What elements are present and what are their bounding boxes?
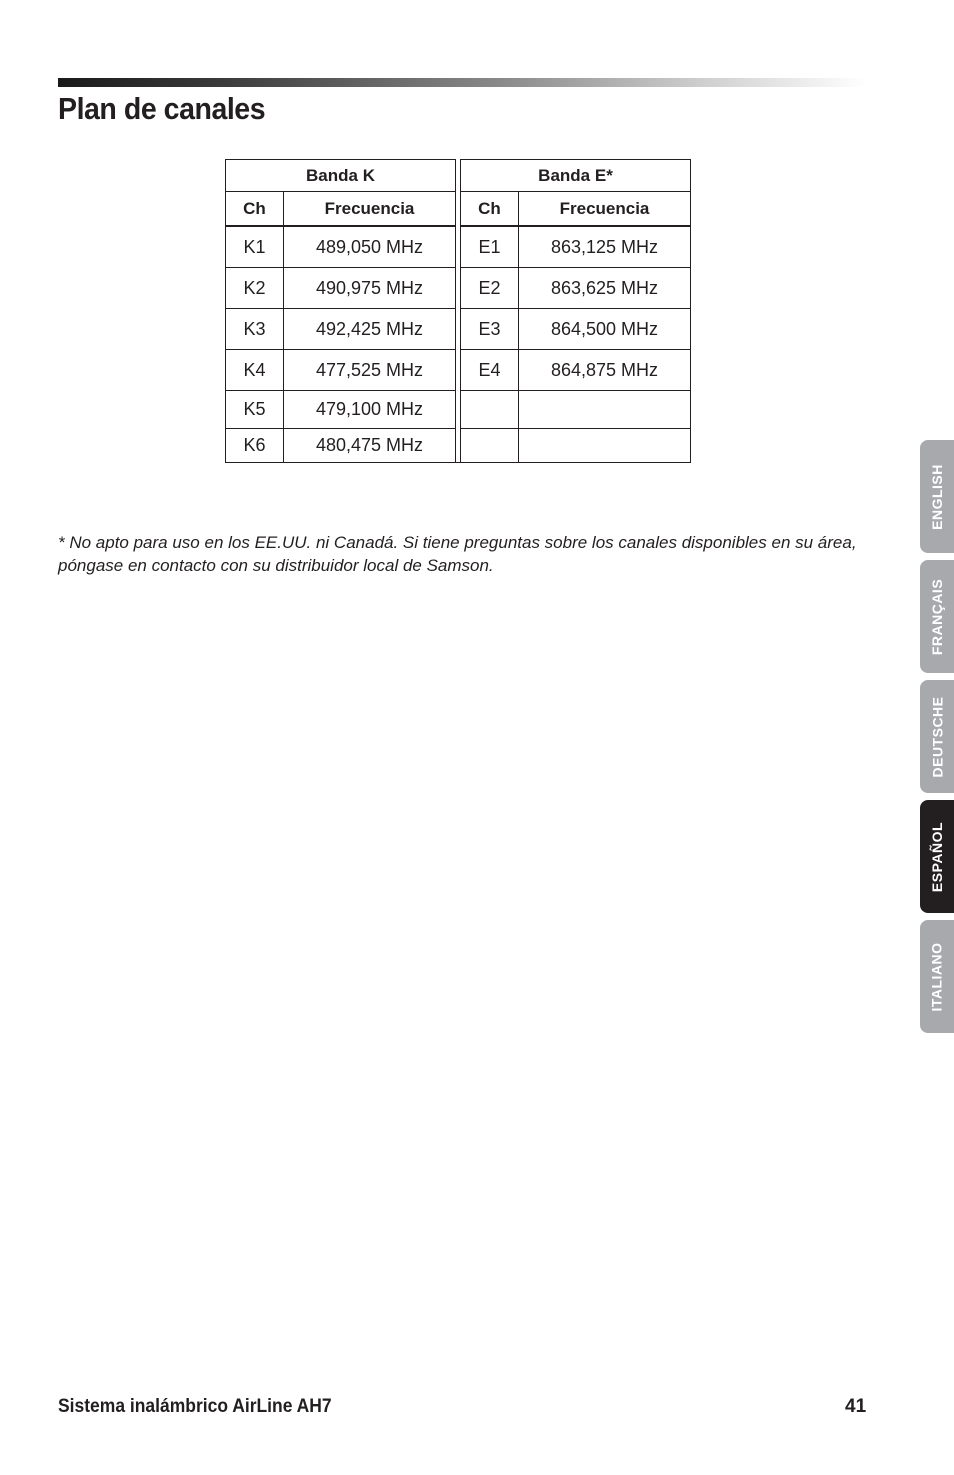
k-freq-cell: 490,975 MHz bbox=[284, 268, 456, 309]
e-ch-cell: E3 bbox=[461, 309, 519, 350]
tab-label: DEUTSCHE bbox=[929, 695, 946, 778]
band-k-header: Banda K bbox=[226, 160, 456, 192]
table-row bbox=[226, 350, 691, 391]
k-ch-cell: K1 bbox=[226, 226, 284, 268]
e-freq-cell: 864,500 MHz bbox=[519, 309, 691, 350]
e-ch-cell bbox=[461, 391, 519, 429]
tab-label: FRANÇAIS bbox=[929, 578, 945, 655]
footnote: * No apto para uso en los EE.UU. ni Canadá. Si tiene preguntas sobre los canales disponibles en su área, póngase en contacto con su distribuidor local de Samson. bbox=[58, 533, 857, 575]
k-freq-cell: 479,100 MHz bbox=[284, 391, 456, 429]
tab-label: ENGLISH bbox=[929, 463, 946, 530]
header-rule bbox=[58, 78, 866, 87]
e-ch-header: Ch bbox=[461, 192, 519, 227]
table-row bbox=[226, 391, 691, 429]
tab-label: ESPAÑOL bbox=[929, 821, 946, 892]
k-ch-cell: K5 bbox=[226, 391, 284, 429]
e-freq-cell: 864,875 MHz bbox=[519, 350, 691, 391]
table-row bbox=[226, 309, 691, 350]
tab-francais[interactable] bbox=[920, 560, 954, 673]
k-freq-cell: 492,425 MHz bbox=[284, 309, 456, 350]
e-ch-cell: E4 bbox=[461, 350, 519, 391]
k-ch-header: Ch bbox=[226, 192, 284, 227]
band-header-row bbox=[226, 160, 691, 192]
tab-italiano[interactable] bbox=[920, 920, 954, 1033]
e-ch-cell bbox=[461, 429, 519, 463]
band-e-header: Banda E* bbox=[461, 160, 691, 192]
tab-deutsche[interactable] bbox=[920, 680, 954, 793]
tab-espanol[interactable] bbox=[920, 800, 954, 913]
e-freq-cell: 863,625 MHz bbox=[519, 268, 691, 309]
k-freq-header: Frecuencia bbox=[284, 192, 456, 227]
table-row bbox=[226, 268, 691, 309]
table-row bbox=[226, 226, 691, 268]
k-ch-cell: K3 bbox=[226, 309, 284, 350]
table-row bbox=[226, 429, 691, 463]
column-header-row bbox=[226, 192, 691, 227]
k-ch-cell: K2 bbox=[226, 268, 284, 309]
tab-english[interactable] bbox=[920, 440, 954, 553]
k-ch-cell: K6 bbox=[226, 429, 284, 463]
k-freq-cell: 477,525 MHz bbox=[284, 350, 456, 391]
e-freq-cell bbox=[519, 429, 691, 463]
page-number: 41 bbox=[845, 1396, 867, 1417]
k-freq-cell: 489,050 MHz bbox=[284, 226, 456, 268]
e-freq-cell bbox=[519, 391, 691, 429]
e-freq-header: Frecuencia bbox=[519, 192, 691, 227]
page-title: Plan de canales bbox=[58, 91, 266, 126]
tab-label: ITALIANO bbox=[929, 941, 946, 1012]
e-freq-cell: 863,125 MHz bbox=[519, 226, 691, 268]
k-freq-cell: 480,475 MHz bbox=[284, 429, 456, 463]
footer-title: Sistema inalámbrico AirLine AH7 bbox=[58, 1396, 332, 1417]
k-ch-cell: K4 bbox=[226, 350, 284, 391]
channel-plan-table bbox=[225, 159, 691, 463]
e-ch-cell: E2 bbox=[461, 268, 519, 309]
e-ch-cell: E1 bbox=[461, 226, 519, 268]
